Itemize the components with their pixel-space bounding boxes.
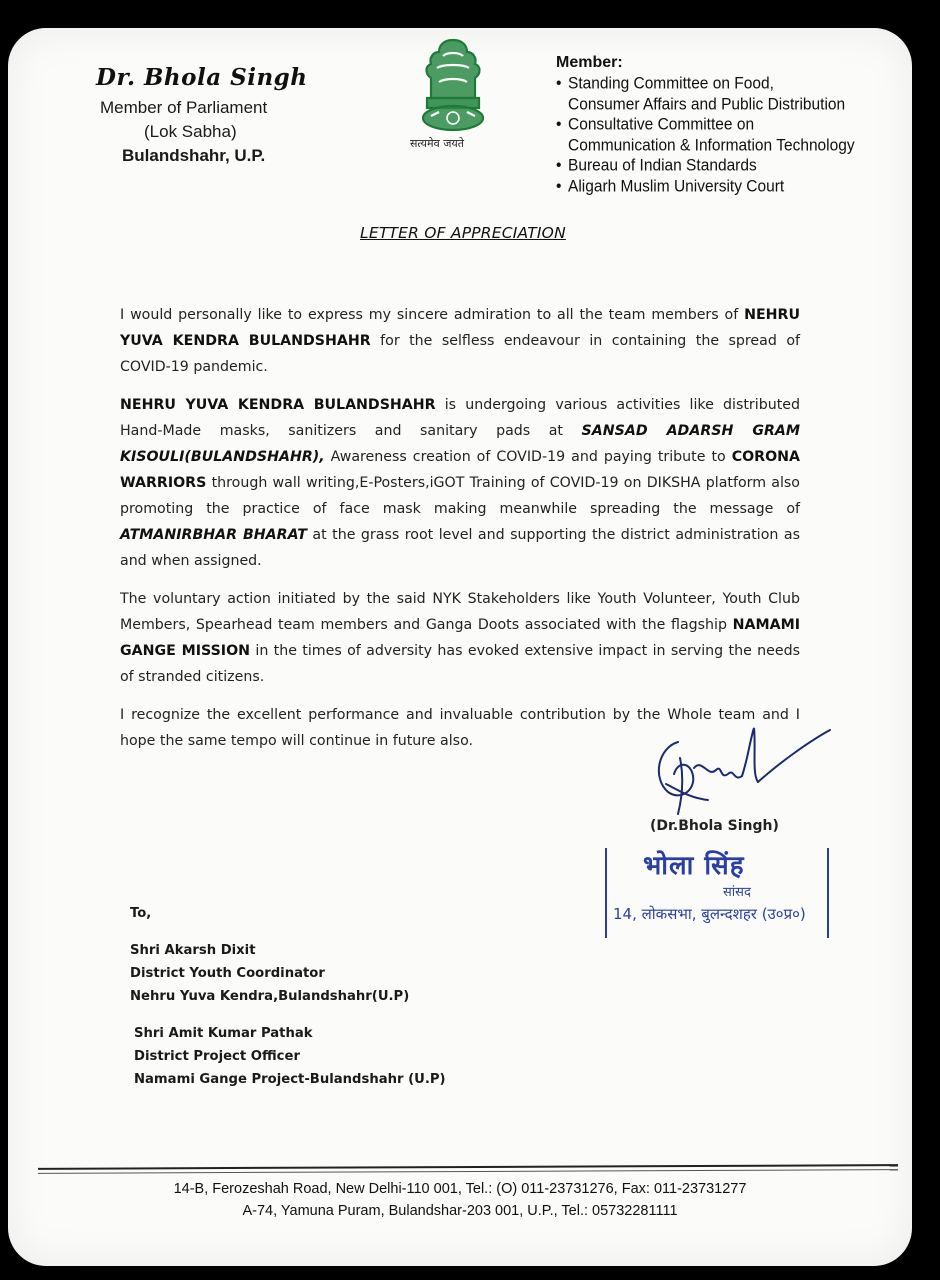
official-stamp (603, 844, 833, 954)
paragraph-1: I would personally like to express my sincere admiration to all the team members of NEHRU YUVA KENDRA BULANDSHAHR for the selfless endeavour in containing the spread of COVID-19 pandemic. (120, 307, 800, 375)
sender-house: (Lok Sabha) (144, 122, 237, 141)
footer-divider-thin (38, 1169, 898, 1174)
recipient-2-name: Shri Amit Kumar Pathak (134, 1026, 313, 1041)
membership-item: • Standing Committee on Food, (556, 75, 774, 93)
recipient-1-designation: District Youth Coordinator (130, 966, 325, 981)
recipient-2-designation: District Project Officer (134, 1049, 300, 1064)
sender-designation: Member of Parliament (100, 98, 268, 117)
sender-name: Dr. Bhola Singh (96, 64, 308, 91)
letter-title: LETTER OF APPRECIATION (360, 224, 566, 242)
signatory-name: (Dr.Bhola Singh) (650, 818, 779, 834)
sender-constituency: Bulandshahr, U.P. (122, 146, 266, 165)
membership-item: Consumer Affairs and Public Distribution (568, 95, 846, 114)
bullet-icon: • (556, 75, 562, 93)
letter-body (120, 302, 800, 766)
letter-page (8, 28, 912, 1266)
footer-bulandshahr-address: A-74, Yamuna Puram, Bulandshar-203 001, U.P., Tel.: 05732281111 (242, 1203, 678, 1219)
membership-item: • Consultative Committee on (556, 116, 755, 134)
membership-item: • Bureau of Indian Standards (556, 156, 757, 175)
membership-item: Communication & Information Technology (568, 136, 855, 155)
recipients-block (130, 902, 446, 1091)
membership-item: • Aligarh Muslim University Court (556, 177, 785, 196)
to-label: To, (130, 906, 152, 921)
bullet-icon: • (556, 116, 562, 134)
emblem-motto: सत्यमेव जयते (410, 137, 465, 150)
stamp-address: 14, लोकसभा, बुलन्दशहर (उ०प्र०) (613, 905, 806, 923)
stamp-title: सांसद (723, 885, 751, 900)
member-heading: Member: (556, 54, 623, 71)
handwritten-signature (618, 718, 838, 828)
paragraph-4: I recognize the excellent performance and invaluable contribution by the Whole team and I hope the same tempo will continue in future also. (120, 707, 800, 749)
paragraph-2: NEHRU YUVA KENDRA BULANDSHAHR is undergoing various activities like distributed Hand-Made masks, sanitizers and sanitary pads at SANSAD ADARSH GRAM KISOULI(BULANDSHAHR), Awareness creation of COVID-19 and paying tribute to CORONA WARRIORS through wall writing,E-Posters,iGOT Training of COVID-19 on DIKSHA platform also promoting the practice of face mask making meanwhile spreading the message of ATMANIRBHAR BHARAT at the grass root level and supporting the district administration as and when assigned. (120, 397, 800, 569)
bullet-icon: • (556, 177, 562, 196)
footer-delhi-address: 14-B, Ferozeshah Road, New Delhi-110 001, Tel.: (O) 011-23731276, Fax: 011-23731277 (173, 1181, 747, 1197)
bullet-icon: • (556, 156, 562, 175)
paragraph-3: The voluntary action initiated by the said NYK Stakeholders like Youth Volunteer, Youth Club Members, Spearhead team members and Ganga Doots associated with the flagship NAMAMI GANGE MISSION in the times of adversity has evoked extensive impact in serving the needs of stranded citizens. (120, 591, 800, 685)
recipient-1-office: Nehru Yuva Kendra,Bulandshahr(U.P) (130, 989, 410, 1004)
recipient-2-office: Namami Gange Project-Bulandshahr (U.P) (134, 1072, 446, 1087)
footer-address (8, 1178, 912, 1222)
recipient-1-name: Shri Akarsh Dixit (130, 943, 256, 958)
membership-list (556, 74, 896, 197)
stamp-name: भोला सिंह (643, 851, 745, 881)
national-emblem-icon (413, 32, 493, 144)
